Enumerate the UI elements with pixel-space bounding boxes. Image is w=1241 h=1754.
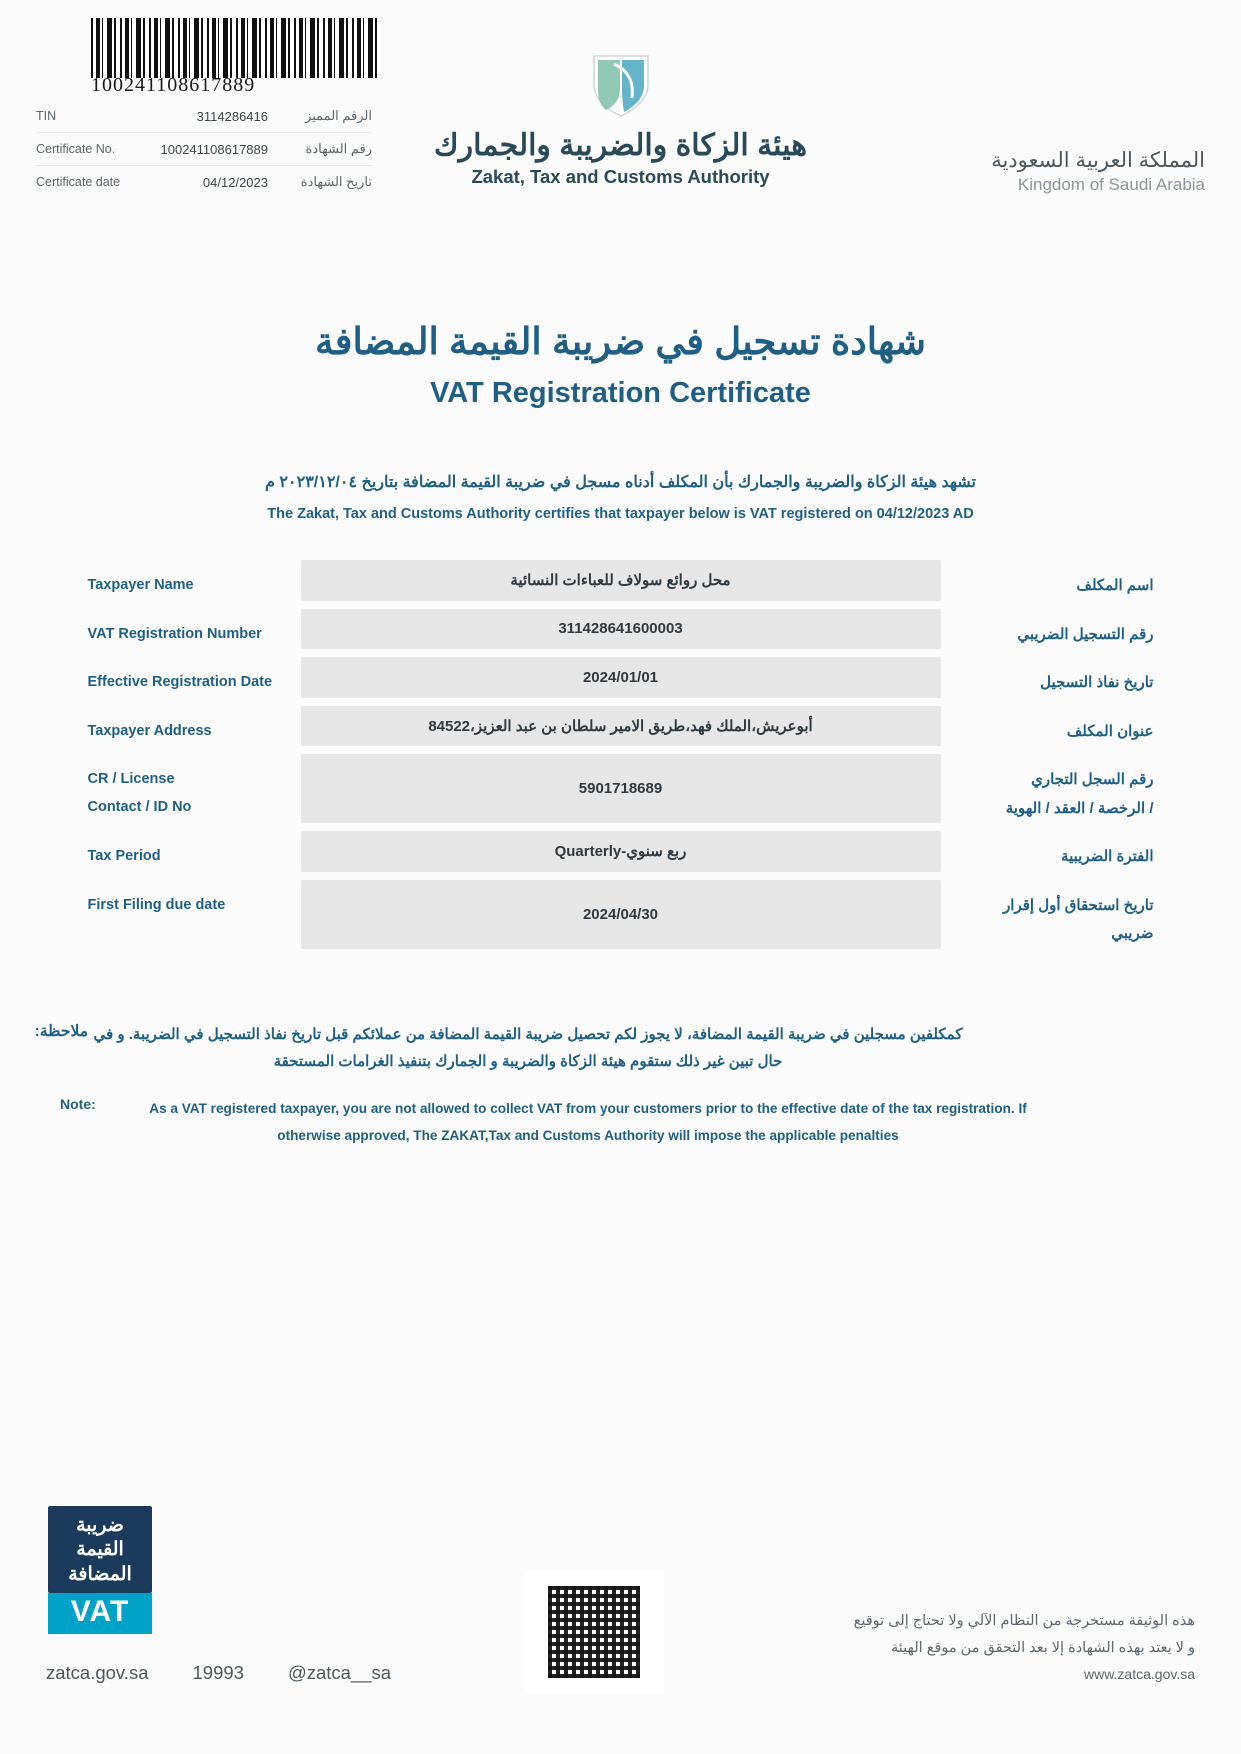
field-value: 5901718689 xyxy=(301,754,941,823)
field-label-en: Taxpayer Name xyxy=(87,577,194,593)
certificate-footer xyxy=(0,1460,1241,1720)
table-row xyxy=(66,880,1176,949)
authority-name-en: Zakat, Tax and Customs Authority xyxy=(471,166,770,187)
kingdom-block xyxy=(991,148,1205,195)
meta-value: 04/12/2023 xyxy=(202,174,268,190)
meta-label-en: Certificate No. xyxy=(36,142,116,156)
field-label-en: Taxpayer Address xyxy=(87,722,212,739)
certifies-statement-ar: تشهد هيئة الزكاة والضريبة والجمارك بأن المكلف أدناه مسجل في ضريبة القيمة المضافة بتاريخ ٢٠٢٣/١٢/٠٤ م xyxy=(265,474,976,491)
note-text-en: As a VAT registered taxpayer, you are not allowed to collect VAT from your customers prior to the effective date of the tax registration. If otherwise approved, The ZAKAT,Tax and Customs Authority will impose the applicable penalties xyxy=(149,1101,1027,1143)
taxpayer-details-table xyxy=(66,560,1176,949)
field-label-ar-line2: / الرخصة / العقد / الهوية xyxy=(1005,799,1154,817)
note-label-en: Note: xyxy=(60,1096,96,1112)
footer-phone: 19993 xyxy=(192,1662,244,1683)
field-label-ar-line2: ضريبي xyxy=(1111,925,1154,942)
field-label-ar: الفترة الضريبية xyxy=(1061,848,1154,865)
disclaimer-line1: هذه الوثيقة مستخرجة من النظام الآلي ولا تحتاج إلى توقيع xyxy=(853,1613,1195,1630)
field-label-en: First Filing due date xyxy=(87,896,226,913)
footer-links xyxy=(46,1662,391,1684)
vat-logo-ar-line3: المضافة xyxy=(68,1563,132,1585)
field-value: محل روائع سولاف للعباءات النسائية xyxy=(301,560,941,601)
field-label-ar: عنوان المكلف xyxy=(1066,722,1154,740)
page-title-en: VAT Registration Certificate xyxy=(430,377,811,409)
footer-disclaimer xyxy=(854,1608,1195,1688)
field-label-ar: رقم التسجيل الضريبي xyxy=(1017,625,1154,643)
kingdom-name-ar: المملكة العربية السعودية xyxy=(991,149,1205,172)
field-value: 311428641600003 xyxy=(301,609,941,650)
footer-website[interactable]: zatca.gov.sa xyxy=(46,1662,149,1683)
field-label-en-line1: CR / License xyxy=(87,771,175,787)
vat-logo-ar-line1: ضريبة xyxy=(76,1515,124,1537)
vat-logo-ar-line2: القيمة xyxy=(76,1539,124,1561)
field-label-ar-line1: رقم السجل التجاري xyxy=(1031,771,1154,788)
meta-value: 3114286416 xyxy=(196,108,268,124)
field-label-en: VAT Registration Number xyxy=(87,625,262,642)
authority-name-ar: هيئة الزكاة والضريبة والجمارك xyxy=(433,129,808,162)
field-label-ar xyxy=(941,754,1176,823)
disclaimer-url[interactable]: www.zatca.gov.sa xyxy=(1083,1666,1195,1683)
table-row xyxy=(66,609,1176,650)
field-label-ar: اسم المكلف xyxy=(1076,577,1154,594)
table-row xyxy=(66,657,1176,698)
meta-label-ar: رقم الشهادة xyxy=(305,141,372,156)
field-label-ar-line1: تاريخ استحقاق أول إقرار xyxy=(1003,896,1154,914)
barcode-number: 100241108617889 xyxy=(91,74,256,96)
vat-logo-band: VAT xyxy=(48,1593,152,1634)
page-title-ar: شهادة تسجيل في ضريبة القيمة المضافة xyxy=(314,321,927,362)
table-row xyxy=(66,831,1176,872)
table-row xyxy=(66,560,1176,601)
meta-label-ar: الرقم المميز xyxy=(305,108,372,123)
certifies-statement-en: The Zakat, Tax and Customs Authority certifies that taxpayer below is VAT registered on 04/12/2023 AD xyxy=(267,506,974,522)
disclaimer-line2: و لا يعتد بهذه الشهادة إلا بعد التحقق من موقع الهيئة xyxy=(891,1640,1195,1657)
table-row xyxy=(66,754,1176,823)
field-value: ربع سنوي-Quarterly xyxy=(301,831,941,872)
zatca-shield-icon xyxy=(584,46,658,120)
field-label-en xyxy=(66,754,301,823)
field-label-en: Tax Period xyxy=(87,848,161,864)
field-label-en: Effective Registration Date xyxy=(87,674,273,690)
note-block-ar xyxy=(0,1021,1205,1077)
qr-code xyxy=(524,1570,664,1694)
field-value: 2024/04/30 xyxy=(301,880,941,949)
meta-label-ar: تاريخ الشهادة xyxy=(300,174,372,189)
footer-social-handle[interactable]: @zatca__sa xyxy=(287,1662,392,1683)
certificate-header xyxy=(0,0,1241,225)
kingdom-name-en: Kingdom of Saudi Arabia xyxy=(1017,175,1205,194)
field-value: 2024/01/01 xyxy=(301,657,941,698)
field-label-ar xyxy=(941,880,1176,949)
field-value: أبوعريش،الملك فهد،طريق الامير سلطان بن عبد العزيز،84522 xyxy=(301,706,941,747)
qr-code-image xyxy=(548,1586,640,1678)
meta-label-en: TIN xyxy=(36,109,57,123)
table-row xyxy=(66,706,1176,747)
field-label-en-line2: Contact / ID No xyxy=(87,798,192,815)
note-block-en xyxy=(60,1096,1241,1149)
note-text-ar: كمكلفين مسجلين في ضريبة القيمة المضافة، لا يجوز لكم تحصيل ضريبة القيمة المضافة من عملائكم قبل تاريخ نفاذ التسجيل في الضريبة. و في حال تبين غير ذلك ستقوم هيئة الزكاة والضريبة و الجمارك بتنفيذ الغرامات المستحقة xyxy=(93,1025,963,1071)
vat-logo-arabic xyxy=(48,1506,152,1593)
note-label-ar: ملاحظة: xyxy=(34,1022,88,1040)
meta-label-en: Certificate date xyxy=(36,175,121,189)
vat-logo xyxy=(48,1506,152,1634)
meta-value: 100241108617889 xyxy=(160,141,268,157)
field-label-ar: تاريخ نفاذ التسجيل xyxy=(1040,674,1154,691)
